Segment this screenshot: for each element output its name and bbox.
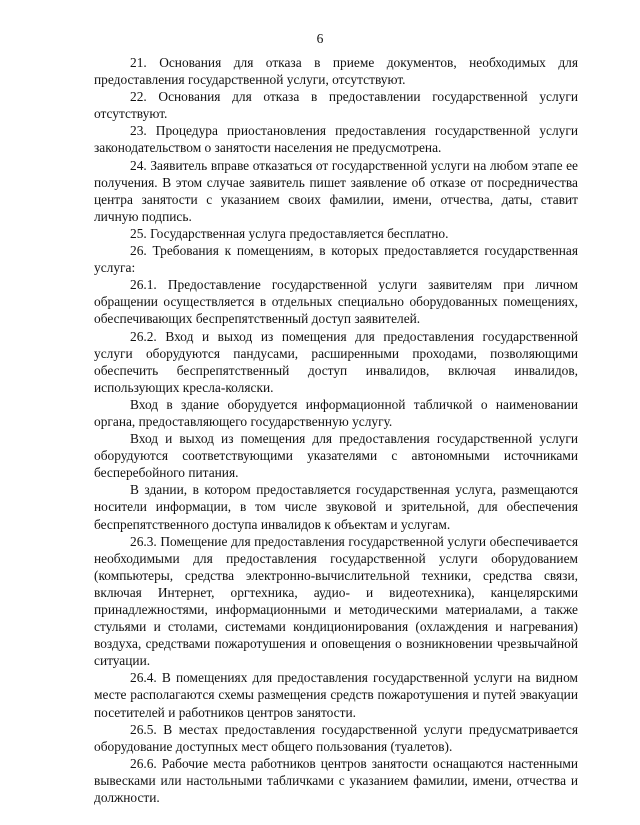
paragraph-26-3: 26.3. Помещение для предоставления государственной услуги обеспечивается необходимыми для предоставления государственной услуги оборудованием (компьютеры, средства электронно-вычислительной техники, средства связи, включая Интернет, оргтехника, аудио- и видеотехника), канцелярскими принадлежностями, информационными и методическими материалами, а также стульями и столами, системами кондиционирования (охлаждения и нагревания) воздуха, средствами пожаротушения и оповещения о возникновении чрезвычайной ситуации. <box>94 533 578 669</box>
paragraph-26-2: 26.2. Вход и выход из помещения для предоставления государственной услуги оборудуются пандусами, расширенными проходами, позволяющими обеспечить беспрепятственный доступ инвалидов, включая инвалидов, использующих кресла-коляски. <box>94 328 578 395</box>
paragraph-26-4: 26.4. В помещениях для предоставления государственной услуги на видном месте располагаются схемы размещения средств пожаротушения и путей эвакуации посетителей и работников центров занятости. <box>94 670 578 720</box>
paragraph-entrance-indicators: Вход и выход из помещения для предоставления государственной услуги оборудуются соответствующими указателями с автономными источниками бесперебойного питания. <box>94 431 578 481</box>
paragraph-23: 23. Процедура приостановления предоставления государственной услуги законодательством о занятости населения не предусмотрена. <box>94 123 578 156</box>
paragraph-25: 25. Государственная услуга предоставляется бесплатно. <box>130 225 449 241</box>
paragraph-26-1: 26.1. Предоставление государственной услуги заявителям при личном обращении осуществляется в отдельных специально оборудованных помещениях, обеспечивающих беспрепятственный доступ заявителей. <box>94 277 578 327</box>
paragraph-26-5: 26.5. В местах предоставления государственной услуги предусматривается оборудование доступных мест общего пользования (туалетов). <box>94 721 578 754</box>
paragraph-24: 24. Заявитель вправе отказаться от государственной услуги на любом этапе ее получения. В этом случае заявитель пишет заявление об отказе от посредничества центра занятости с указанием своих фамилии, имени, отчества, даты, ставит личную подпись. <box>94 157 578 224</box>
page-number: 6 <box>316 31 324 46</box>
paragraph-entrance-sign: Вход в здание оборудуется информационной табличкой о наименовании органа, предоставляющего государственную услугу. <box>94 396 578 429</box>
paragraph-22: 22. Основания для отказа в предоставлении государственной услуги отсутствуют. <box>94 89 578 122</box>
paragraph-26-6: 26.6. Рабочие места работников центров занятости оснащаются настенными вывесками или настольными табличками с указанием фамилии, имени, отчества и должности. <box>94 755 578 806</box>
paragraph-21: 21. Основания для отказа в приеме документов, необходимых для предоставления государственной услуги, отсутствуют. <box>94 55 578 88</box>
paragraph-information-carriers: В здании, в котором предоставляется государственная услуга, размещаются носители информации, в том числе звуковой и зрительной, для обеспечения беспрепятственного доступа инвалидов к объектам и услугам. <box>94 482 578 532</box>
document-body <box>94 54 578 806</box>
paragraph-26: 26. Требования к помещениям, в которых предоставляется государственная услуга: <box>94 243 578 276</box>
